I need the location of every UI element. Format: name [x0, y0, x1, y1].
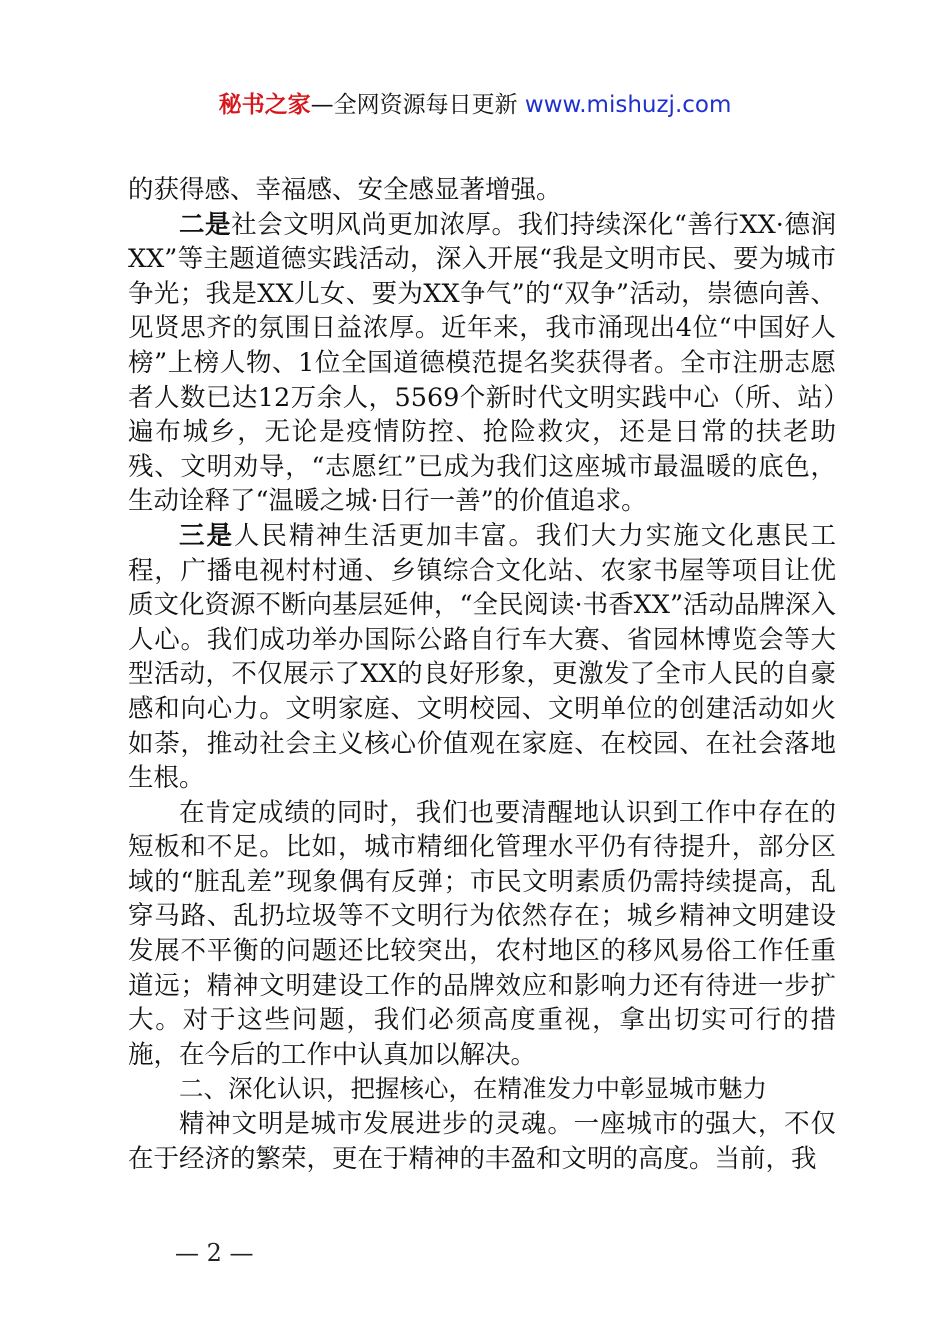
page-number: — 2 — [175, 1239, 254, 1267]
paragraph-shortcomings: 在肯定成绩的同时，我们也要清醒地认识到工作中存在的短板和不足。比如，城市精细化管理水平仍有待提升，部分区域的“脏乱差”现象偶有反弹；市民文明素质仍需持续提高，乱穿马路、乱扔垃圾等不文明行为依然存在；城乡精神文明建设发展不平衡的问题还比较突出，农村地区的移风易俗工作任重道远；精神文明建设工作的品牌效应和影响力还有待进一步扩大。对于这些问题，我们必须高度重视，拿出切实可行的措施，在今后的工作中认真加以解决。 [128, 797, 836, 1070]
paragraph-section-intro: 精神文明是城市发展进步的灵魂。一座城市的强大，不仅在于经济的繁荣，更在于精神的丰盈和文明的高度。当前，我 [128, 1109, 836, 1174]
paragraph-lead-second: 二是 [179, 209, 232, 240]
paragraph-lead-third: 三是 [179, 520, 234, 551]
paragraph-third-point [128, 519, 836, 796]
paragraph-second-text: 社会文明风尚更加浓厚。我们持续深化“善行XX·德润XX”等主题道德实践活动，深入开展“我是文明市民、要为城市争光；我是XX儿女、要为XX争气”的“双争”活动，崇德向善、见贤思齐的氛围日益浓厚。近年来，我市涌现出4位“中国好人榜”上榜人物、1位全国道德模范提名奖获得者。全市注册志愿者人数已达12万余人，5569个新时代文明实践中心（所、站）遍布城乡，无论是疫情防控、抢险救灾，还是日常的扶老助残、文明劝导，“志愿红”已成为我们这座城市最温暖的底色，生动诠释了“温暖之城·日行一善”的价值追求。 [128, 209, 836, 517]
paragraph-third-text: 人民精神生活更加丰富。我们大力实施文化惠民工程，广播电视村村通、乡镇综合文化站、农家书屋等项目让优质文化资源不断向基层延伸，“全民阅读·书香XX”活动品牌深入人心。我们成功举办国际公路自行车大赛、省园林博览会等大型活动，不仅展示了XX的良好形象，更激发了全市人民的自豪感和向心力。文明家庭、文明校园、文明单位的创建活动如火如荼，推动社会主义核心价值观在家庭、在校园、在社会落地生根。 [128, 520, 836, 794]
section-heading: 二、深化认识，把握核心，在精准发力中彰显城市魅力 [179, 1074, 767, 1104]
paragraph-second-point [128, 208, 836, 519]
header-brand: 秘书之家 [218, 92, 311, 118]
document-body [128, 173, 836, 1176]
header-slogan: —全网资源每日更新 [310, 92, 525, 118]
page-header [0, 88, 950, 122]
paragraph-continuation: 的获得感、幸福感、安全感显著增强。 [128, 175, 562, 205]
header-url-link[interactable]: www.mishuzj.com [524, 92, 732, 118]
